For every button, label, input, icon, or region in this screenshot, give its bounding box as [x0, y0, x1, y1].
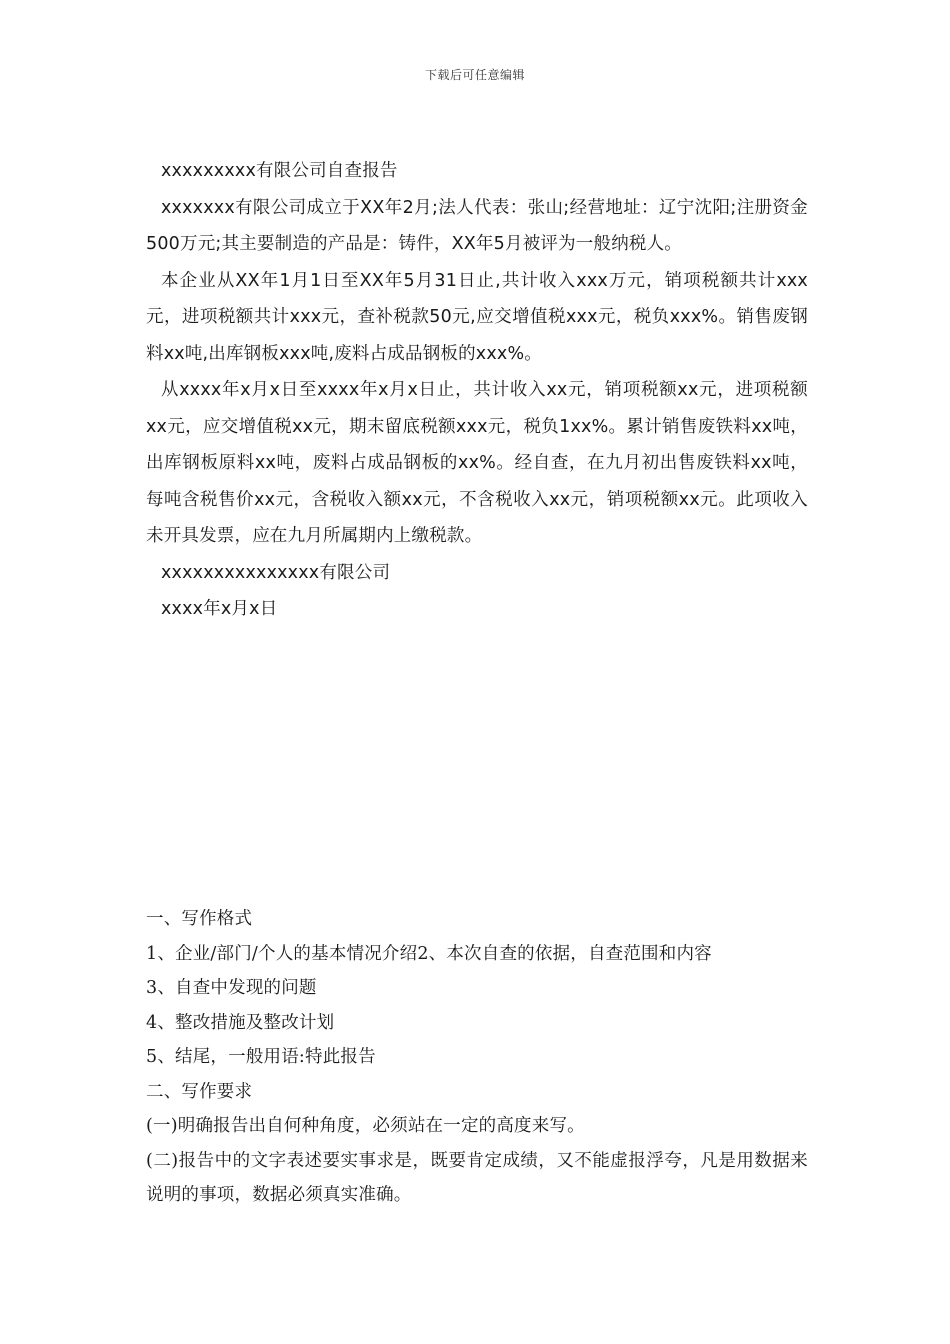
report-title: xxxxxxxxx有限公司自查报告: [161, 161, 398, 181]
format-item-4: 4、整改措施及整改计划: [146, 1012, 335, 1033]
report-paragraph-self-check-findings: 从xxxx年x月x日至xxxx年x月x日止，共计收入xx元，销项税额xx元，进项税额xx元，应交增值税xx元，期末留底税额xxx元，税负1xx%。累计销售废铁料xx吨，出库钢板原料xx吨，废料占成品钢板的xx%。经自查，在九月初出售废铁料xx吨，每吨含税售价xx元，含税收入额xx元，不含税收入xx元，销项税额xx元。此项收入未开具发票，应在九月所属期内上缴税款。: [146, 380, 808, 546]
header-note: 下载后可任意编辑: [424, 68, 525, 82]
requirement-1: (一)明确报告出自何种角度，必须站在一定的高度来写。: [146, 1116, 585, 1136]
format-item-3: 3、自查中发现的问题: [146, 978, 317, 998]
format-item-5: 5、结尾，一般用语:特此报告: [146, 1047, 376, 1067]
requirement-2: (二)报告中的文字表述要实事求是，既要肯定成绩，又不能虚报浮夸，凡是用数据来说明的事项，数据必须真实准确。: [146, 1150, 808, 1205]
writing-guide: [146, 902, 808, 1213]
report-signature-date: xxxx年x月x日: [161, 599, 278, 619]
report-paragraph-period-summary: 本企业从XX年1月1日至XX年5月31日止,共计收入xxx万元，销项税额共计xxx元，进项税额共计xxx元，查补税款50元,应交增值税xxx元，税负xxx%。销售废钢料xx吨,出库钢板xxx吨,废料占成品钢板的xxx%。: [146, 270, 808, 364]
format-heading: 一、写作格式: [146, 909, 253, 929]
requirements-heading: 二、写作要求: [146, 1081, 253, 1102]
report-signature-company: xxxxxxxxxxxxxxx有限公司: [161, 562, 391, 583]
format-item-1-2: 1、企业/部门/个人的基本情况介绍2、本次自查的依据，自查范围和内容: [146, 943, 712, 964]
report-body: [146, 153, 808, 628]
report-paragraph-company-info: xxxxxxx有限公司成立于XX年2月;法人代表：张山;经营地址：辽宁沈阳;注册资金500万元;其主要制造的产品是：铸件，XX年5月被评为一般纳税人。: [146, 197, 808, 254]
